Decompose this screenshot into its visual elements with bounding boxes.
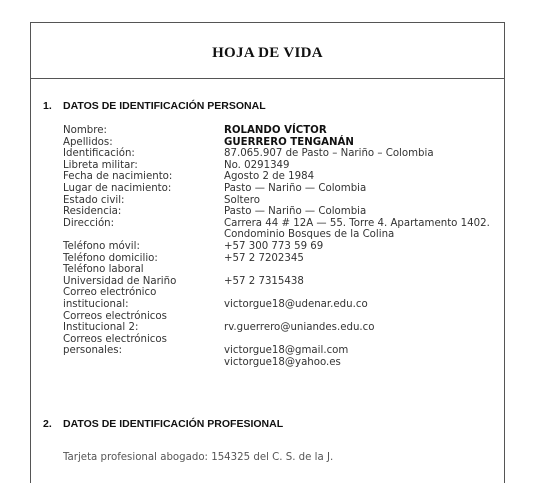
row-lugar-nacimiento (63, 183, 503, 195)
label: institucional: (63, 298, 129, 310)
value: victorgue18@udenar.edu.co (224, 298, 368, 310)
label: Apellidos: (63, 136, 113, 148)
row-nombre (63, 125, 503, 137)
value: +57 2 7202345 (224, 252, 304, 264)
row-identificacion (63, 148, 503, 160)
label: Institucional 2: (63, 322, 139, 334)
row-estado-civil (63, 195, 503, 207)
value: Pasto — Nariño — Colombia (224, 206, 367, 218)
row-telefono-movil (63, 241, 503, 253)
label: Libreta militar: (63, 159, 138, 171)
personal-data-list (63, 125, 503, 368)
value: victorgue18@gmail.com (224, 345, 349, 357)
value: Condominio Bosques de la Colina (224, 229, 395, 241)
row-telefono-domicilio (63, 253, 503, 265)
value: +57 2 7315438 (224, 275, 304, 287)
value: Pasto — Nariño — Colombia (224, 182, 367, 194)
value: No. 0291349 (224, 159, 290, 171)
row-residencia (63, 206, 503, 218)
row-telefono-laboral (63, 264, 503, 276)
value: Carrera 44 # 12A — 55. Torre 4. Apartamento 1402. (224, 217, 490, 229)
title-box (31, 23, 504, 79)
label: Universidad de Nariño (63, 275, 177, 287)
value: rv.guerrero@uniandes.edu.co (224, 322, 375, 334)
tarjeta-profesional-line: Tarjeta profesional abogado: 154325 del C. S. de la J. (63, 452, 334, 462)
label: Correos electrónicos (63, 310, 167, 322)
row-direccion-2 (63, 229, 503, 241)
row-fecha-nacimiento (63, 171, 503, 183)
label: Correo electrónico (63, 287, 157, 299)
row-correo-personal-1 (63, 345, 503, 357)
label: Identificación: (63, 148, 135, 160)
label: Residencia: (63, 206, 122, 218)
row-direccion (63, 218, 503, 230)
value: GUERRERO TENGANÁN (224, 136, 354, 148)
value: Soltero (224, 194, 260, 206)
label: Estado civil: (63, 194, 125, 206)
row-correos-personales-label (63, 334, 503, 346)
label: Teléfono laboral (63, 264, 144, 276)
section-2-number: 2. (43, 418, 52, 430)
row-correo-label (63, 287, 503, 299)
value: Agosto 2 de 1984 (224, 171, 315, 183)
section-1-title: DATOS DE IDENTIFICACIÓN PERSONAL (63, 100, 266, 112)
label: Nombre: (63, 125, 107, 136)
label: Teléfono domicilio: (63, 252, 158, 264)
row-apellidos (63, 137, 503, 149)
row-universidad (63, 276, 503, 288)
row-correo-personal-2 (63, 357, 503, 369)
value: ROLANDO VÍCTOR (224, 125, 327, 136)
row-correo-institucional (63, 299, 503, 311)
label: Teléfono móvil: (63, 240, 140, 252)
label: Lugar de nacimiento: (63, 182, 172, 194)
label: Dirección: (63, 217, 115, 229)
row-correos-label (63, 311, 503, 323)
label: personales: (63, 345, 123, 357)
label: Correos electrónicos (63, 333, 167, 345)
section-1-number: 1. (43, 100, 52, 112)
row-libreta (63, 160, 503, 172)
document-title: HOJA DE VIDA (212, 45, 323, 61)
row-correo-institucional-2 (63, 322, 503, 334)
value: victorgue18@yahoo.es (224, 356, 341, 368)
section-2-title: DATOS DE IDENTIFICACIÓN PROFESIONAL (63, 418, 284, 430)
value: 87.065.907 de Pasto – Nariño – Colombia (224, 148, 434, 160)
value: +57 300 773 59 69 (224, 240, 324, 252)
label: Fecha de nacimiento: (63, 171, 173, 183)
